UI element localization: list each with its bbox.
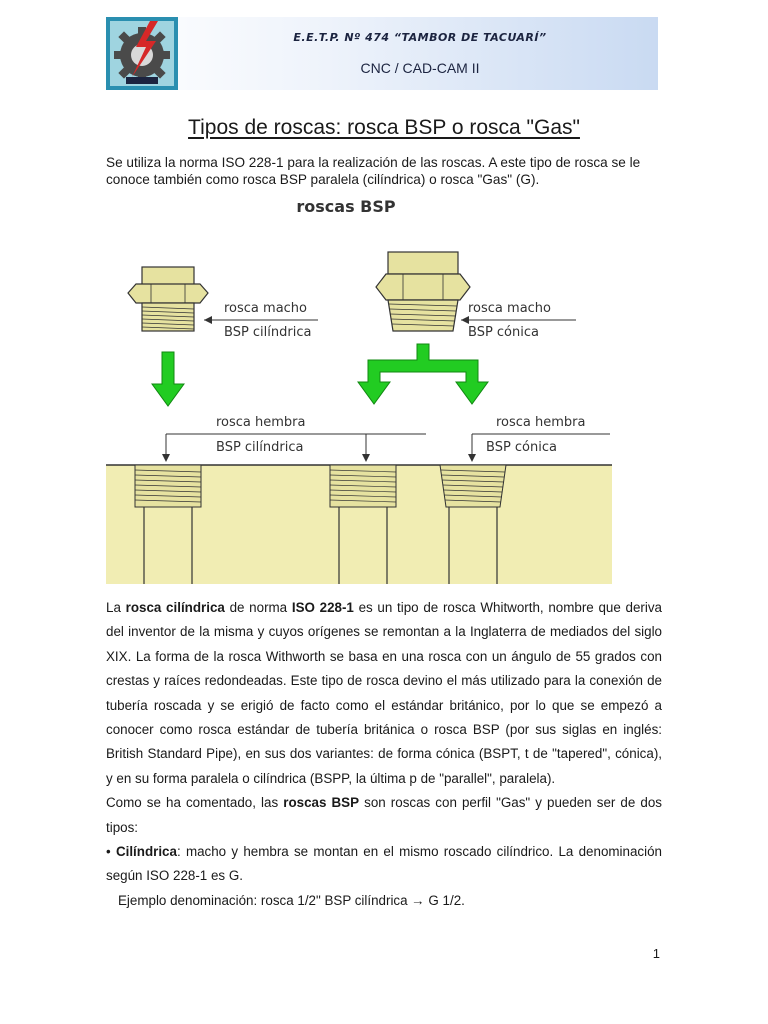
intro-paragraph: Se utiliza la norma ISO 228-1 para la realización de las roscas. A este tipo de rosca se le conoce también como rosca BSP paralela (cilíndrica) o rosca "Gas" (G). — [106, 155, 641, 187]
paragraph-rosca-cilindrica: La rosca cilíndrica de norma ISO 228-1 es un tipo de rosca Whitworth, nombre que deriva del inventor de la misma y cuyos orígenes se remontan a la Inglaterra de mediados del siglo XIX. La forma de la rosca Withworth se basa en una rosca con un ángulo de 55 grados con crestas y raíces redondeadas. Este tipo de rosca devino el más utilizado para la conexión de tubería roscada y se erigió de facto como el estándar británico, por lo que se empezó a conocer como rosca estándar de tubería británica o rosca BSP (por sus siglas en inglés: British Standard Pipe), en sus dos variantes: de forma cónica (BSPT, t de "tapered", cónica), y en su forma paralela o cilíndrica (BSPP, la última p de "parallel", paralela). — [106, 600, 662, 786]
male-conical-fitting — [376, 252, 470, 331]
green-split-arrow-icon — [358, 344, 488, 404]
label-female-con-2: BSP cónica — [486, 440, 557, 455]
bold-term: rosca cilíndrica — [125, 600, 225, 615]
bold-term: ISO 228-1 — [291, 600, 354, 615]
label-male-con-2: BSP cónica — [468, 325, 539, 340]
male-cylindrical-fitting — [128, 267, 208, 331]
example-line: Ejemplo denominación: rosca 1/2" BSP cilíndrica → G 1/2. — [118, 892, 465, 908]
bsp-thread-diagram — [106, 192, 612, 584]
label-female-cyl-1: rosca hembra — [216, 415, 306, 430]
label-female-con-1: rosca hembra — [496, 415, 586, 430]
label-male-cyl-2: BSP cilíndrica — [224, 325, 312, 340]
green-arrow-down-icon — [152, 352, 184, 406]
gear-icon — [114, 27, 170, 83]
bullet-cilindrica: • Cilíndrica: macho y hembra se montan en el mismo roscado cilíndrico. La denominación según ISO 228-1 es G. — [106, 844, 662, 884]
bold-term: roscas BSP — [283, 795, 360, 811]
document-header — [106, 17, 658, 90]
page-title: Tipos de roscas: rosca BSP o rosca "Gas" — [188, 116, 580, 139]
paragraph-roscas-bsp: Como se ha comentado, las roscas BSP son roscas con perfil "Gas" y pueden ser de dos tipos: — [106, 795, 662, 835]
figure-heading: roscas BSP — [296, 197, 396, 216]
label-female-cyl-2: BSP cilíndrica — [216, 440, 304, 455]
school-logo — [106, 17, 178, 90]
label-male-cyl-1: rosca macho — [224, 301, 308, 316]
school-name: E.E.T.P. Nº 474 “TAMBOR DE TACUARÍ” — [293, 31, 547, 44]
course-name: CNC / CAD-CAM II — [360, 60, 480, 76]
label-male-con-1: rosca macho — [468, 301, 552, 316]
body-text — [106, 596, 662, 913]
bold-term: Cilíndrica — [115, 844, 177, 860]
page-number: 1 — [652, 946, 660, 961]
